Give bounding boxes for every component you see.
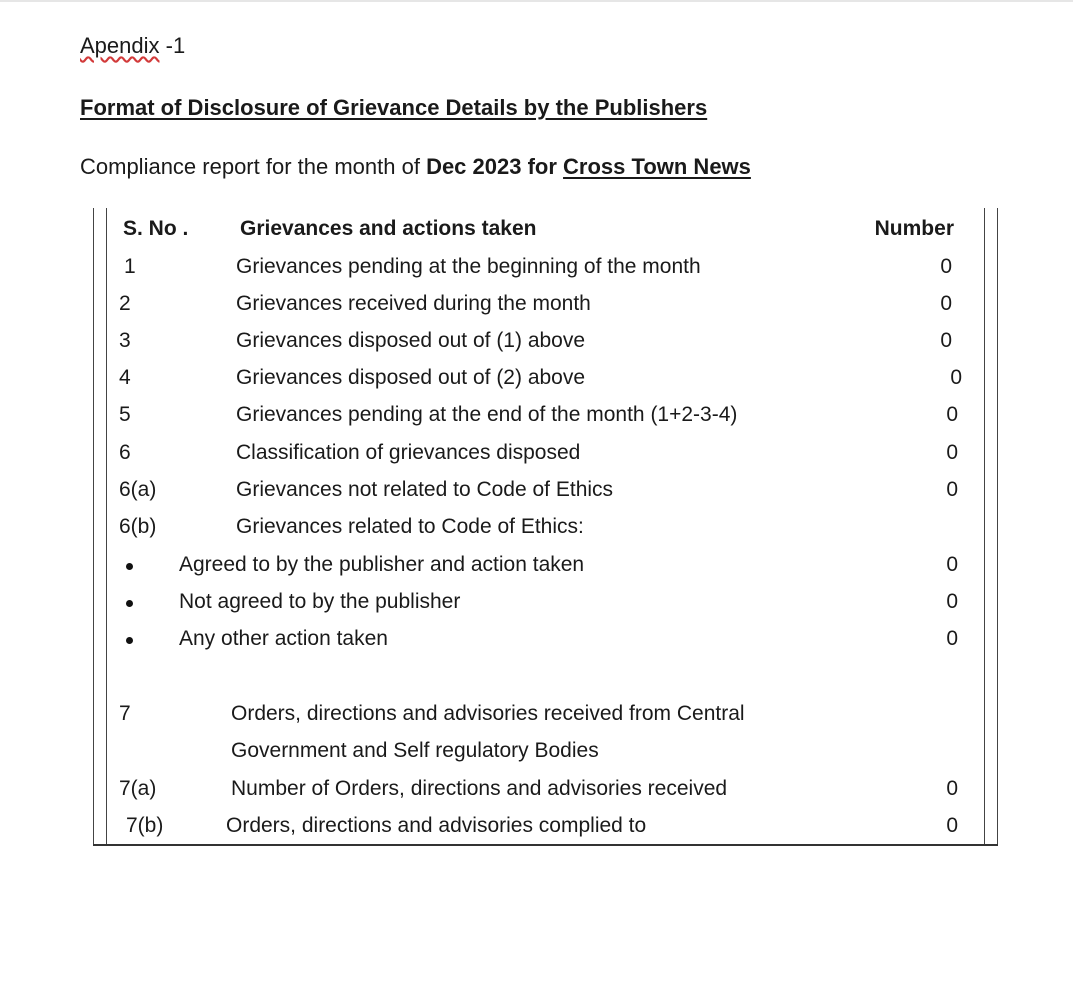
row-sno: 6(b) <box>119 515 157 538</box>
bullet-description: Agreed to by the publisher and action taken <box>179 553 585 576</box>
row-number: 0 <box>950 366 962 389</box>
document-title: Format of Disclosure of Grievance Details by the Publishers <box>80 95 708 120</box>
row-sno: 7 <box>119 702 131 725</box>
row-sno: 1 <box>124 255 136 278</box>
bullet-icon <box>126 600 133 607</box>
row-sno: 6 <box>119 441 131 464</box>
publisher-name: Cross Town News <box>563 154 751 179</box>
bullet-icon <box>126 563 133 570</box>
bullet-description: Not agreed to by the publisher <box>179 590 461 613</box>
bullet-number: 0 <box>946 590 958 613</box>
row-number: 0 <box>940 329 952 352</box>
top-border <box>0 0 1073 2</box>
row-description: Grievances pending at the beginning of the month <box>236 255 701 278</box>
row-number: 0 <box>946 478 958 501</box>
row-description: Orders, directions and advisories complied to <box>226 814 647 837</box>
row-sno: 5 <box>119 403 131 426</box>
row-number: 0 <box>946 403 958 426</box>
bullet-icon <box>126 637 133 644</box>
section7-description-line1: Orders, directions and advisories received from Central <box>231 702 745 725</box>
subtitle-period: Dec 2023 for <box>426 154 557 179</box>
header-number: Number <box>874 217 954 240</box>
header-sno: S. No . <box>123 217 189 240</box>
row-sno: 2 <box>119 292 131 315</box>
grievance-table <box>93 208 998 846</box>
row-sno: 3 <box>119 329 131 352</box>
table-left-border-inner <box>106 208 107 844</box>
bullet-number: 0 <box>946 553 958 576</box>
row-sno: 4 <box>119 366 131 389</box>
bullet-description: Any other action taken <box>179 627 388 650</box>
header-grievances: Grievances and actions taken <box>240 217 537 240</box>
row-sno: 7(b) <box>126 814 164 837</box>
row-number: 0 <box>946 777 958 800</box>
row-description: Number of Orders, directions and advisories received <box>231 777 728 800</box>
subtitle-lead: Compliance report for the month of <box>80 154 427 179</box>
appendix-heading <box>80 32 185 60</box>
row-sno: 7(a) <box>119 777 157 800</box>
row-sno: 6(a) <box>119 478 157 501</box>
row-description: Classification of grievances disposed <box>236 441 581 464</box>
section7-description-line2: Government and Self regulatory Bodies <box>231 739 599 762</box>
table-right-border-outer <box>997 208 998 844</box>
bullet-number: 0 <box>946 627 958 650</box>
row-description: Grievances not related to Code of Ethics <box>236 478 614 501</box>
table-left-border-outer <box>93 208 94 844</box>
appendix-word: Apendix <box>80 33 160 58</box>
row-description: Grievances pending at the end of the month (1+2-3-4) <box>236 403 738 426</box>
row-number: 0 <box>946 814 958 837</box>
row-number: 0 <box>940 255 952 278</box>
row-number: 0 <box>946 441 958 464</box>
row-description: Grievances disposed out of (1) above <box>236 329 586 352</box>
table-bottom-border <box>93 844 998 846</box>
compliance-subtitle <box>80 153 751 181</box>
table-right-border-inner <box>984 208 985 844</box>
row-description: Grievances related to Code of Ethics: <box>236 515 584 538</box>
row-description: Grievances received during the month <box>236 292 591 315</box>
appendix-number: -1 <box>159 33 186 58</box>
row-number: 0 <box>940 292 952 315</box>
row-description: Grievances disposed out of (2) above <box>236 366 586 389</box>
